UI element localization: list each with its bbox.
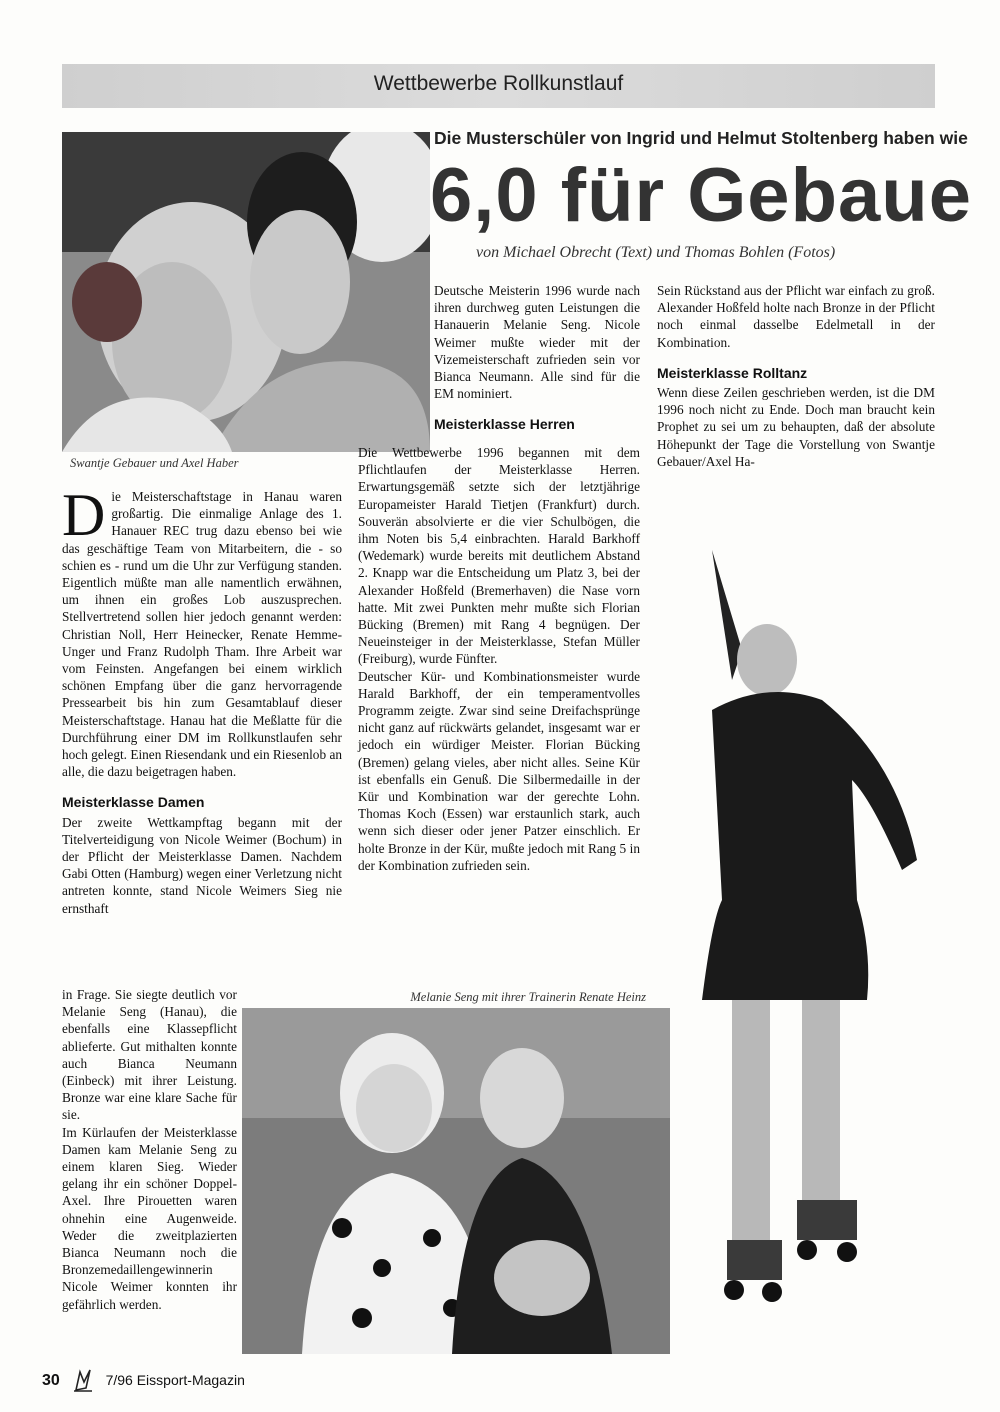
herren-intro-paragraph: Deutsche Meisterin 1996 wurde nach ihren durchweg guten Leistungen die Hanauerin Melanie Seng. Nicole Weimer mußte wieder mit der Vizemeisterschaft zufrieden sein vor Bianca Neumann. Alle sind für die EM nominiert.	[434, 283, 640, 402]
page-number: 30	[42, 1372, 60, 1390]
section-title: Wettbewerbe Rollkunstlauf	[373, 72, 624, 95]
heading-rolltanz: Meisterklasse Rolltanz	[657, 364, 808, 381]
issue-label: 7/96 Eissport-Magazin	[105, 1372, 245, 1389]
column-1	[62, 482, 342, 917]
heading-herren: Meisterklasse Herren	[434, 416, 575, 433]
photo-skater	[672, 540, 952, 1340]
column-1-narrow	[62, 986, 237, 1313]
photo-couple	[62, 132, 430, 452]
kicker: Die Musterschüler von Ingrid und Helmut Stoltenberg haben wie	[434, 128, 968, 148]
rolltanz-intro-paragraph: Sein Rückstand aus der Pflicht war einfach zu groß. Alexander Hoßfeld holte nach Bronze in der Pflicht noch einmal dasselbe Edelmetall in der Kombination.	[657, 283, 935, 350]
column-2	[434, 282, 640, 436]
headline: 6,0 für Gebaue	[430, 153, 972, 238]
damen-paragraph-1: Der zweite Wettkampftag begann mit der Titelverteidigung von Nicole Weimer (Bochum) in der Pflicht der Meisterklasse Damen. Nachdem Gabi Otten (Hamburg) wegen einer Verletzung nicht antreten konnte, stand Nicole Weimers Sieg nie ernsthaft	[62, 814, 342, 916]
heading-damen: Meisterklasse Damen	[62, 794, 205, 811]
herren-paragraph-1: Die Wettbewerbe 1996 begannen mit dem Pflichtlaufen der Meisterklasse Herren. Erwartungsgemäß setzte sich der letztjährige Europameister Harald Tietjen (Frankfurt) durch. Souverän absolvierte er die vier Schulbögen, die ihm Noten bis 5,4 einbrachten. Harald Barkhoff (Wedemark) wurde bereits mit deutlichem Abstand 2. Knapp war die Entscheidung um Platz 3, bei der Alexander Hoßfeld (Bremerhaven) die Nase vorn hatte. Mit zwei Punkten mehr mußte sich Florian Bücking (Bremen) mit Rang 4 begnügen. Der Neueinsteiger in der Meisterklasse, Stefan Müller (Freiburg), wurde Fünfter.	[358, 445, 640, 667]
footer	[42, 1368, 245, 1395]
caption-photo-couple: Swantje Gebauer und Axel Haber	[70, 456, 239, 470]
photo-couple-image	[62, 132, 430, 452]
photo-trainer	[242, 1008, 670, 1354]
damen-paragraph-2: in Frage. Sie siegte deutlich vor Melanie Seng (Hanau), die ebenfalls eine Klassepflicht ablieferte. Gut mithalten konnte auch Bianca Neumann (Einbeck) mit ihrer Leistung. Bronze war eine klare Sache für sie.	[62, 987, 237, 1123]
damen-paragraph-3: Im Kürlaufen der Meisterklasse Damen kam Melanie Seng zu einem klaren Sieg. Wieder gelang ihr ein schöner Doppel-Axel. Ihre Pirouetten waren ohnehin eine Augenweide. Weder die zweitplazierten Bianca Neumann noch die Bronzemedaillengewinnerin Nicole Weimer konnten ihr gefährlich werden.	[62, 1124, 237, 1312]
herren-paragraph-2: Deutscher Kür- und Kombinationsmeister wurde Harald Barkhoff, der ein temperamentvolles Programm zeigte. Zwar sind seine Dreifachsprünge nicht ganz auf rückwärts gelandet, insgesamt war er jedoch ein würdiger Meister. Florian Bücking (Bremen) gelang vieles, aber nicht alles. Seine Kür ist ebenfalls ein Genuß. Die Silbermedaille in der Kür und Kombination war der gerechte Lohn. Thomas Koch (Essen) war erstaunlich stark, auch wenn sich dieser oder jener Patzer einschlich. Er holte Bronze in der Kür, mußte jedoch mit Rang 5 in der Kombination zufrieden sein.	[358, 668, 640, 873]
photo-trainer-image	[242, 1008, 670, 1354]
intro-paragraph	[62, 482, 342, 780]
byline: von Michael Obrecht (Text) und Thomas Bohlen (Fotos)	[476, 244, 836, 261]
skater-logo-icon	[72, 1368, 94, 1395]
column-3	[657, 282, 935, 470]
dropcap: D	[62, 482, 106, 548]
caption-photo-trainer: Melanie Seng mit ihrer Trainerin Renate Heinz	[410, 990, 646, 1004]
intro-text: ie Meisterschaftstage in Hanau waren großartig. Die einmalige Anlage des 1. Hanauer REC trug dazu ebenso bei wie das geschäftige Team von Mitarbeitern, die - so schien es - rund um die Uhr zur Verfügung standen. Eigentlich müßte man alle namentlich erwähnen, um ihnen ein großes Lob auszusprechen. Stellvertretend sollen hier jedoch genannt werden: Christian Noll, Herr Heinecker, Renate Hemme-Unger und Franz Rudolph Tham. Ihre Arbeit war vom Feinsten. Angefangen bei einem wirklich schönen Empfang über die ganz hervorragende Pressearbeit bis hin zum Gesamtablauf dieser Meisterschaftstage. Hanau hat die Meßlatte für die Durchführung einer DM im Rollkunstlaufen sehr hoch gelegt. Einen Riesendank und ein Riesenlob an alle, die dazu beigetragen haben.	[62, 489, 342, 780]
section-banner	[62, 64, 935, 108]
column-2-wide	[358, 444, 640, 874]
photo-skater-image	[672, 540, 952, 1340]
rolltanz-paragraph: Wenn diese Zeilen geschrieben werden, ist die DM 1996 noch nicht zu Ende. Doch man braucht kein Prophet zu sei um zu behaupten, daß der absolute Höhepunkt der Tage die Vorstellung von Swantje Gebauer/Axel Ha-	[657, 385, 935, 469]
